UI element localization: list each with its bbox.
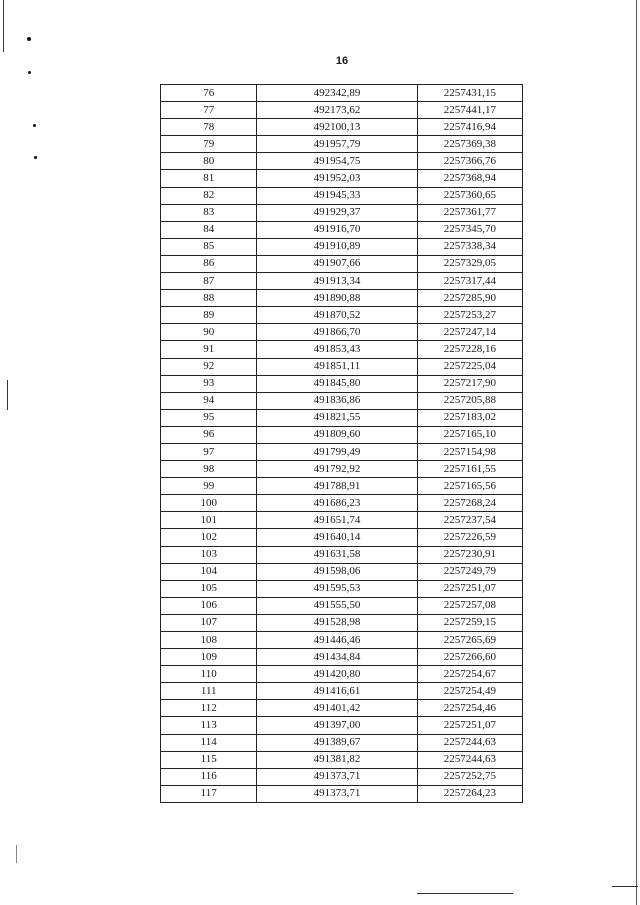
table-row: [161, 204, 523, 221]
y-coordinate-cell: 2257338,34: [417, 238, 522, 255]
point-number-cell: 89: [161, 307, 257, 324]
x-coordinate-cell: 491916,70: [257, 221, 417, 238]
x-coordinate-cell: 491792,92: [257, 461, 417, 478]
y-coordinate-cell: 2257226,59: [417, 529, 522, 546]
table-row: [161, 170, 523, 187]
point-number-cell: 101: [161, 512, 257, 529]
point-number-cell: 87: [161, 273, 257, 290]
point-number-cell: 103: [161, 546, 257, 563]
point-number-cell: 78: [161, 119, 257, 136]
table-row: [161, 153, 523, 170]
x-coordinate-cell: 491952,03: [257, 170, 417, 187]
x-coordinate-cell: 491420,80: [257, 666, 417, 683]
table-row: [161, 290, 523, 307]
x-coordinate-cell: 491686,23: [257, 495, 417, 512]
table-row: [161, 221, 523, 238]
x-coordinate-cell: 491416,61: [257, 683, 417, 700]
y-coordinate-cell: 2257251,07: [417, 580, 522, 597]
y-coordinate-cell: 2257361,77: [417, 204, 522, 221]
x-coordinate-cell: 491640,14: [257, 529, 417, 546]
point-number-cell: 109: [161, 649, 257, 666]
y-coordinate-cell: 2257228,16: [417, 341, 522, 358]
table-row: [161, 597, 523, 614]
point-number-cell: 112: [161, 700, 257, 717]
x-coordinate-cell: 491929,37: [257, 204, 417, 221]
y-coordinate-cell: 2257329,05: [417, 255, 522, 272]
y-coordinate-cell: 2257249,79: [417, 563, 522, 580]
x-coordinate-cell: 491913,34: [257, 273, 417, 290]
point-number-cell: 80: [161, 153, 257, 170]
x-coordinate-cell: 491434,84: [257, 649, 417, 666]
table-row: [161, 358, 523, 375]
x-coordinate-cell: 491401,42: [257, 700, 417, 717]
table-row: [161, 102, 523, 119]
y-coordinate-cell: 2257285,90: [417, 290, 522, 307]
x-coordinate-cell: 491598,06: [257, 563, 417, 580]
point-number-cell: 93: [161, 375, 257, 392]
scan-edge-line: [636, 0, 637, 905]
point-number-cell: 85: [161, 238, 257, 255]
y-coordinate-cell: 2257366,76: [417, 153, 522, 170]
y-coordinate-cell: 2257254,46: [417, 700, 522, 717]
table-row: [161, 614, 523, 631]
x-coordinate-cell: 491446,46: [257, 632, 417, 649]
y-coordinate-cell: 2257237,54: [417, 512, 522, 529]
x-coordinate-cell: 491845,80: [257, 375, 417, 392]
x-coordinate-cell: 491910,89: [257, 238, 417, 255]
x-coordinate-cell: 491954,75: [257, 153, 417, 170]
point-number-cell: 81: [161, 170, 257, 187]
point-number-cell: 104: [161, 563, 257, 580]
x-coordinate-cell: 491397,00: [257, 717, 417, 734]
point-number-cell: 113: [161, 717, 257, 734]
page-number: 16: [335, 55, 349, 67]
table-row: [161, 324, 523, 341]
table-row: [161, 119, 523, 136]
table-row: [161, 529, 523, 546]
y-coordinate-cell: 2257244,63: [417, 734, 522, 751]
y-coordinate-cell: 2257368,94: [417, 170, 522, 187]
point-number-cell: 98: [161, 461, 257, 478]
point-number-cell: 111: [161, 683, 257, 700]
point-number-cell: 115: [161, 751, 257, 768]
point-number-cell: 114: [161, 734, 257, 751]
x-coordinate-cell: 491809,60: [257, 426, 417, 443]
y-coordinate-cell: 2257441,17: [417, 102, 522, 119]
y-coordinate-cell: 2257265,69: [417, 632, 522, 649]
x-coordinate-cell: 491651,74: [257, 512, 417, 529]
y-coordinate-cell: 2257416,94: [417, 119, 522, 136]
point-number-cell: 110: [161, 666, 257, 683]
point-number-cell: 79: [161, 136, 257, 153]
table-row: [161, 255, 523, 272]
x-coordinate-cell: 491788,91: [257, 478, 417, 495]
y-coordinate-cell: 2257230,91: [417, 546, 522, 563]
x-coordinate-cell: 491555,50: [257, 597, 417, 614]
x-coordinate-cell: 491890,88: [257, 290, 417, 307]
y-coordinate-cell: 2257259,15: [417, 614, 522, 631]
x-coordinate-cell: 491528,98: [257, 614, 417, 631]
y-coordinate-cell: 2257253,27: [417, 307, 522, 324]
point-number-cell: 99: [161, 478, 257, 495]
x-coordinate-cell: 491389,67: [257, 734, 417, 751]
table-row: [161, 666, 523, 683]
y-coordinate-cell: 2257254,67: [417, 666, 522, 683]
x-coordinate-cell: 491851,11: [257, 358, 417, 375]
point-number-cell: 82: [161, 187, 257, 204]
x-coordinate-cell: 491907,66: [257, 255, 417, 272]
table-row: [161, 580, 523, 597]
y-coordinate-cell: 2257247,14: [417, 324, 522, 341]
table-row: [161, 683, 523, 700]
table-row: [161, 717, 523, 734]
table-row: [161, 392, 523, 409]
point-number-cell: 116: [161, 768, 257, 785]
point-number-cell: 90: [161, 324, 257, 341]
table-row: [161, 136, 523, 153]
table-row: [161, 734, 523, 751]
table-row: [161, 443, 523, 460]
coordinates-table: [160, 84, 523, 803]
y-coordinate-cell: 2257345,70: [417, 221, 522, 238]
y-coordinate-cell: 2257165,10: [417, 426, 522, 443]
y-coordinate-cell: 2257266,60: [417, 649, 522, 666]
point-number-cell: 96: [161, 426, 257, 443]
table-row: [161, 307, 523, 324]
y-coordinate-cell: 2257264,23: [417, 785, 522, 802]
point-number-cell: 86: [161, 255, 257, 272]
table-row: [161, 273, 523, 290]
table-row: [161, 426, 523, 443]
y-coordinate-cell: 2257161,55: [417, 461, 522, 478]
y-coordinate-cell: 2257217,90: [417, 375, 522, 392]
point-number-cell: 102: [161, 529, 257, 546]
point-number-cell: 106: [161, 597, 257, 614]
x-coordinate-cell: 491870,52: [257, 307, 417, 324]
table-row: [161, 632, 523, 649]
y-coordinate-cell: 2257257,08: [417, 597, 522, 614]
point-number-cell: 100: [161, 495, 257, 512]
table-row: [161, 649, 523, 666]
scan-dot: [27, 37, 31, 41]
x-coordinate-cell: 491945,33: [257, 187, 417, 204]
table-row: [161, 85, 523, 102]
y-coordinate-cell: 2257251,07: [417, 717, 522, 734]
scan-dot: [28, 71, 31, 74]
point-number-cell: 76: [161, 85, 257, 102]
x-coordinate-cell: 491381,82: [257, 751, 417, 768]
x-coordinate-cell: 492173,62: [257, 102, 417, 119]
table-row: [161, 341, 523, 358]
y-coordinate-cell: 2257254,49: [417, 683, 522, 700]
x-coordinate-cell: 491853,43: [257, 341, 417, 358]
table-row: [161, 478, 523, 495]
table-row: [161, 238, 523, 255]
x-coordinate-cell: 491836,86: [257, 392, 417, 409]
point-number-cell: 108: [161, 632, 257, 649]
y-coordinate-cell: 2257225,04: [417, 358, 522, 375]
table-row: [161, 700, 523, 717]
scan-dot: [33, 124, 36, 127]
point-number-cell: 107: [161, 614, 257, 631]
y-coordinate-cell: 2257183,02: [417, 409, 522, 426]
scan-dot: [34, 156, 37, 159]
coordinates-table-body: [161, 85, 523, 803]
x-coordinate-cell: 491799,49: [257, 443, 417, 460]
x-coordinate-cell: 491821,55: [257, 409, 417, 426]
table-row: [161, 409, 523, 426]
point-number-cell: 83: [161, 204, 257, 221]
point-number-cell: 117: [161, 785, 257, 802]
y-coordinate-cell: 2257317,44: [417, 273, 522, 290]
scan-bottom-line: [612, 886, 638, 887]
y-coordinate-cell: 2257369,38: [417, 136, 522, 153]
point-number-cell: 88: [161, 290, 257, 307]
table-row: [161, 751, 523, 768]
point-number-cell: 77: [161, 102, 257, 119]
y-coordinate-cell: 2257154,98: [417, 443, 522, 460]
table-row: [161, 187, 523, 204]
y-coordinate-cell: 2257165,56: [417, 478, 522, 495]
y-coordinate-cell: 2257268,24: [417, 495, 522, 512]
point-number-cell: 95: [161, 409, 257, 426]
point-number-cell: 105: [161, 580, 257, 597]
table-row: [161, 495, 523, 512]
y-coordinate-cell: 2257252,75: [417, 768, 522, 785]
table-row: [161, 375, 523, 392]
point-number-cell: 97: [161, 443, 257, 460]
x-coordinate-cell: 491595,53: [257, 580, 417, 597]
y-coordinate-cell: 2257360,65: [417, 187, 522, 204]
table-row: [161, 546, 523, 563]
y-coordinate-cell: 2257244,63: [417, 751, 522, 768]
table-row: [161, 461, 523, 478]
point-number-cell: 91: [161, 341, 257, 358]
x-coordinate-cell: 491957,79: [257, 136, 417, 153]
y-coordinate-cell: 2257205,88: [417, 392, 522, 409]
scan-edge-line: [16, 845, 17, 863]
scan-edge-line: [7, 380, 8, 410]
table-row: [161, 768, 523, 785]
x-coordinate-cell: 491373,71: [257, 768, 417, 785]
x-coordinate-cell: 492342,89: [257, 85, 417, 102]
x-coordinate-cell: 491631,58: [257, 546, 417, 563]
x-coordinate-cell: 491866,70: [257, 324, 417, 341]
point-number-cell: 92: [161, 358, 257, 375]
table-row: [161, 512, 523, 529]
table-row: [161, 785, 523, 802]
x-coordinate-cell: 492100,13: [257, 119, 417, 136]
scan-edge-line: [3, 0, 4, 52]
point-number-cell: 84: [161, 221, 257, 238]
y-coordinate-cell: 2257431,15: [417, 85, 522, 102]
point-number-cell: 94: [161, 392, 257, 409]
x-coordinate-cell: 491373,71: [257, 785, 417, 802]
table-row: [161, 563, 523, 580]
scan-bottom-line: [417, 893, 513, 894]
